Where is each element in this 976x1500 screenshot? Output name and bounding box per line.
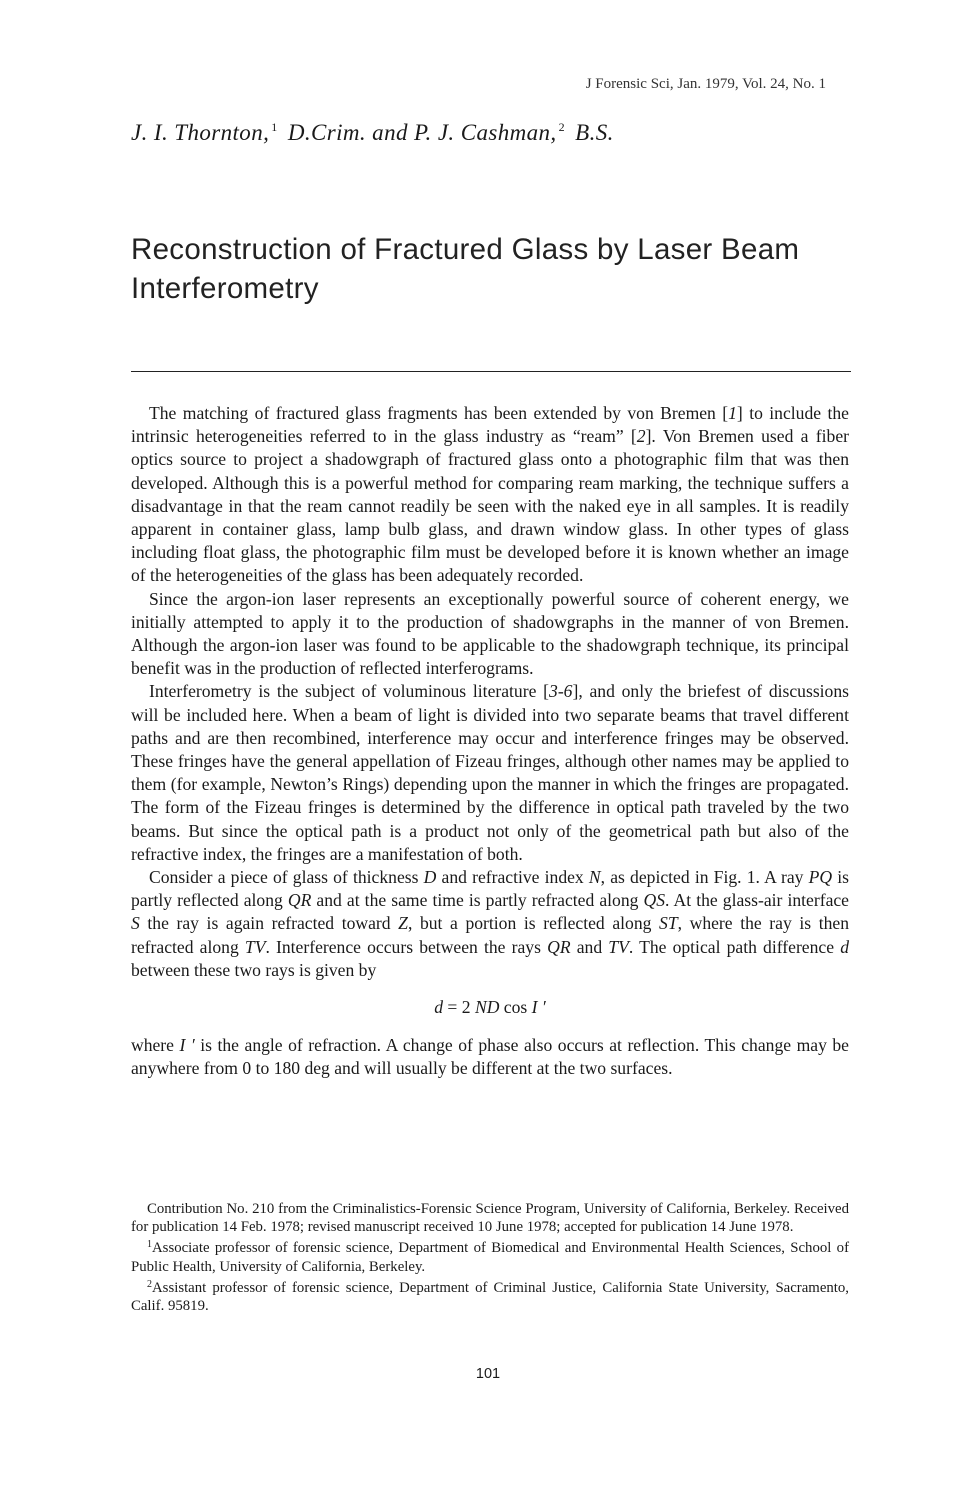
footnote-1: $^1$Associate professor of forensic science, Department of Biomedical and Environmental Health Sciences, School of Public Health, University of California, Berkeley. bbox=[131, 1239, 849, 1275]
footnote-2: $^2$Assistant professor of forensic science, Department of Criminal Justice, California State University, Sacramento, Calif. 95819. bbox=[131, 1278, 849, 1315]
author-line bbox=[131, 120, 614, 146]
journal-reference: J Forensic Sci, Jan. 1979, Vol. 24, No. 1 bbox=[585, 76, 826, 92]
body-paragraph-4: Consider a piece of glass of thickness D and refractive index N, as depicted in Fig. 1. A ray PQ is partly reflected along QR and at the same time is partly refracted along QS. At the glass-air interface S the ray is again refracted toward Z, but a portion is reflected along ST, where the ray is then refracted along TV. Interference occurs between the rays QR and TV. The optical path difference d between these two rays is given by bbox=[131, 867, 849, 980]
article-title: Reconstruction of Fractured Glass by Laser Beam Interferometry bbox=[131, 233, 800, 306]
author-2-name: P. J. Cashman, bbox=[414, 120, 557, 145]
body-paragraph-1: The matching of fractured glass fragments has been extended by von Bremen [1] to include the intrinsic heterogeneities referred to in the glass industry as “ream” [2]. Von Bremen used a fiber optics source to project a shadowgraph of fractured glass onto a photographic film that was then developed. Although this is a powerful method for comparing ream marking, the technique suffers a disadvantage in that the ream cannot readily be seen with the naked eye in all samples. It is readily apparent in container glass, lamp bulb glass, and drawn window glass. In other types of glass including float glass, the photographic film must be developed before it is known whether an image of the heterogeneities of the glass has been adequately recorded. bbox=[131, 403, 849, 586]
footnotes bbox=[131, 1200, 849, 1315]
author-1-footnote-mark: 1 bbox=[271, 120, 278, 134]
author-2-footnote-mark: 2 bbox=[558, 120, 565, 134]
optical-path-equation: d = 2 ND cos I ′ bbox=[434, 997, 546, 1018]
body-paragraph-3: Interferometry is the subject of voluminous literature [3-6], and only the briefest of discussions will be included here. When a beam of light is divided into two separate beams that travel different paths and are then recombined, interference may occur and interference fringes may be observed. These fringes have the general appellation of Fizeau fringes, although other names may be applied to them (for example, Newton’s Rings) depending upon the manner in which the fringes are propagated. The form of the Fizeau fringes is determined by the difference in optical path traveled by the two beams. But since the optical path is a product not only of the geometrical path but also of the refractive index, the fringes are a manifestation of both. bbox=[131, 681, 849, 864]
article-body bbox=[131, 402, 849, 1081]
body-paragraph-2: Since the argon-ion laser represents an exceptionally powerful source of coherent energy, we initially attempted to apply it to the production of shadowgraphs in the manner of von Bremen. Although the argon-ion laser was found to be applicable to the shadowgraph technique, its principal benefit was in the production of reflected interferograms. bbox=[131, 588, 849, 679]
contribution-note: Contribution No. 210 from the Criminalistics-Forensic Science Program, University of California, Berkeley. Received for publication 14 Feb. 1978; revised manuscript received 10 June 1978; accepted for publication 14 June 1978. bbox=[131, 1201, 849, 1236]
page-number: 101 bbox=[475, 1366, 501, 1382]
citation-ref: 2 bbox=[636, 426, 646, 447]
author-1-degree: D.Crim. bbox=[287, 120, 367, 145]
author-1-name: J. I. Thornton, bbox=[131, 120, 270, 145]
author-conjunction: and bbox=[372, 120, 408, 145]
title-divider bbox=[131, 371, 851, 372]
citation-ref: 1 bbox=[728, 403, 737, 423]
citation-ref: 3-6 bbox=[549, 681, 573, 702]
author-2-degree: B.S. bbox=[575, 120, 614, 145]
body-paragraph-5: where I ′ is the angle of refraction. A change of phase also occurs at reflection. This change may be anywhere from 0 to 180 deg and will usually be different at the two surfaces. bbox=[131, 1035, 849, 1079]
